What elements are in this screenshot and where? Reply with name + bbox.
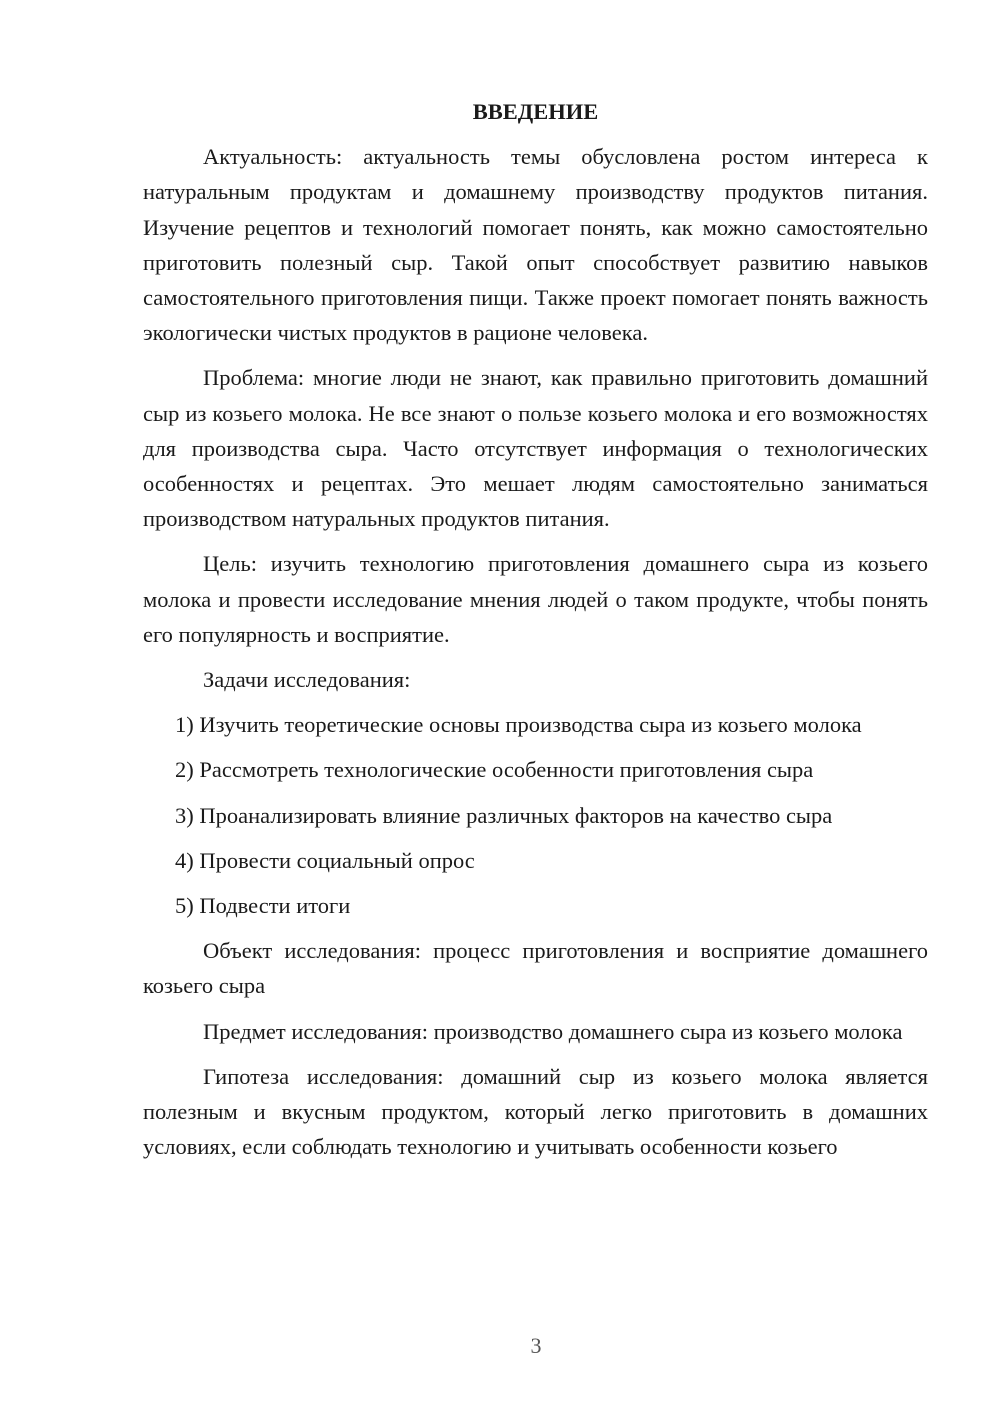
task-item-3: 3) Проанализировать влияние различных факторов на качество сыра: [175, 802, 833, 828]
tasks-title: Задачи исследования:: [203, 667, 411, 693]
subject-paragraph: Предмет исследования: производство домашнего сыра из козьего молока: [203, 1018, 903, 1044]
task-item-1: 1) Изучить теоретические основы производства сыра из козьего молока: [175, 712, 862, 738]
section-heading: ВВЕДЕНИЕ: [472, 99, 599, 124]
problem-paragraph: Проблема: многие люди не знают, как правильно приготовить домашний сыр из козьего молока. Не все знают о пользе козьего молока и его возможностях для производства сыра. Часто отсутствует информация о технологических особенностях и рецептах. Это мешает людям самостоятельно заниматься производством натуральных продуктов питания.: [143, 365, 928, 532]
goal-paragraph: Цель: изучить технологию приготовления домашнего сыра из козьего молока и провести исследование мнения людей о таком продукте, чтобы понять его популярность и восприятие.: [143, 551, 928, 647]
page-number: 3: [530, 1333, 542, 1358]
task-item-4: 4) Провести социальный опрос: [175, 847, 475, 873]
task-item-5: 5) Подвести итоги: [175, 893, 351, 919]
object-paragraph: Объект исследования: процесс приготовления и восприятие домашнего козьего сыра: [143, 938, 928, 999]
hypothesis-paragraph: Гипотеза исследования: домашний сыр из козьего молока является полезным и вкусным продуктом, который легко приготовить в домашних условиях, если соблюдать технологию и учитывать особенности козьего: [143, 1063, 928, 1160]
relevance-paragraph: Актуальность: актуальность темы обусловлена ростом интереса к натуральным продуктам и домашнему производству продуктов питания. Изучение рецептов и технологий помогает понять, как можно самостоятельно приготовить полезный сыр. Такой опыт способствует развитию навыков самостоятельного приготовления пищи. Также проект помогает понять важность экологически чистых продуктов в рационе человека.: [143, 144, 928, 346]
task-item-2: 2) Рассмотреть технологические особенности приготовления сыра: [175, 757, 814, 783]
page-body: [143, 94, 928, 1174]
